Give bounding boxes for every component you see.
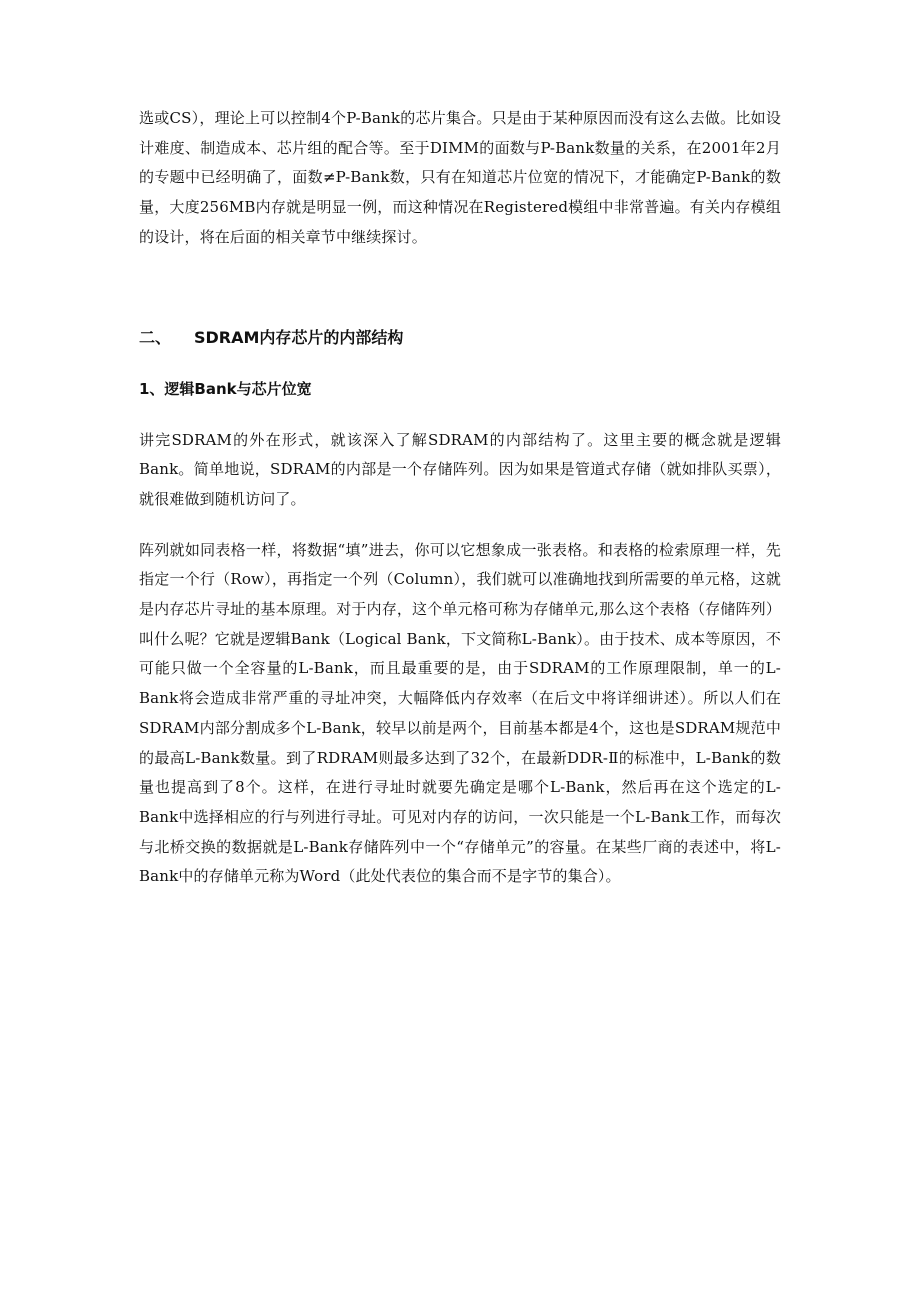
section-title: SDRAM内存芯片的内部结构 (194, 327, 404, 347)
paragraph-2: 讲完SDRAM的外在形式，就该深入了解SDRAM的内部结构了。这里主要的概念就是逻辑Bank。简单地说，SDRAM的内部是一个存储阵列。因为如果是管道式存储（就如排队买票），就很难做到随机访问了。 (139, 430, 781, 508)
paragraph-3: 阵列就如同表格一样，将数据“填”进去，你可以它想象成一张表格。和表格的检索原理一样，先指定一个行（Row），再指定一个列（Column），我们就可以准确地找到所需要的单元格，这就是内存芯片寻址的基本原理。对于内存，这个单元格可称为存储单元,那么这个表格（存储阵列）叫什么呢？它就是逻辑Bank（Logical Bank，下文简称L-Bank）。由于技术、成本等原因，不可能只做一个全容量的L-Bank，而且最重要的是，由于SDRAM的工作原理限制，单一的L-Bank将会造成非常严重的寻址冲突，大幅降低内存效率（在后文中将详细讲述）。所以人们在SDRAM内部分割成多个L-Bank，较早以前是两个，目前基本都是4个，这也是SDRAM规范中的最高L-Bank数量。到了RDRAM则最多达到了32个，在最新DDR-Ⅱ的标准中，L-Bank的数量也提高到了8个。这样，在进行寻址时就要先确定是哪个L-Bank，然后再在这个选定的L-Bank中选择相应的行与列进行寻址。可见对内存的访问，一次只能是一个L-Bank工作，而每次与北桥交换的数据就是L-Bank存储阵列中一个“存储单元”的容量。在某些厂商的表述中，将L-Bank中的存储单元称为Word（此处代表位的集合而不是字节的集合）。 (139, 540, 781, 886)
section-heading (139, 323, 781, 353)
section-number: 二、 (139, 327, 172, 347)
paragraph-1: 选或CS），理论上可以控制4个P-Bank的芯片集合。只是由于某种原因而没有这么去做。比如设计难度、制造成本、芯片组的配合等。至于DIMM的面数与P-Bank数量的关系，在2001年2月的专题中已经明确了，面数≠P-Bank数，只有在知道芯片位宽的情况下，才能确定P-Bank的数量，大度256MB内存就是明显一例，而这种情况在Registered模组中非常普遍。有关内存模组的设计，将在后面的相关章节中继续探讨。 (139, 109, 781, 246)
subsection-heading: 1、逻辑Bank与芯片位宽 (139, 379, 312, 398)
document-page (139, 104, 781, 892)
